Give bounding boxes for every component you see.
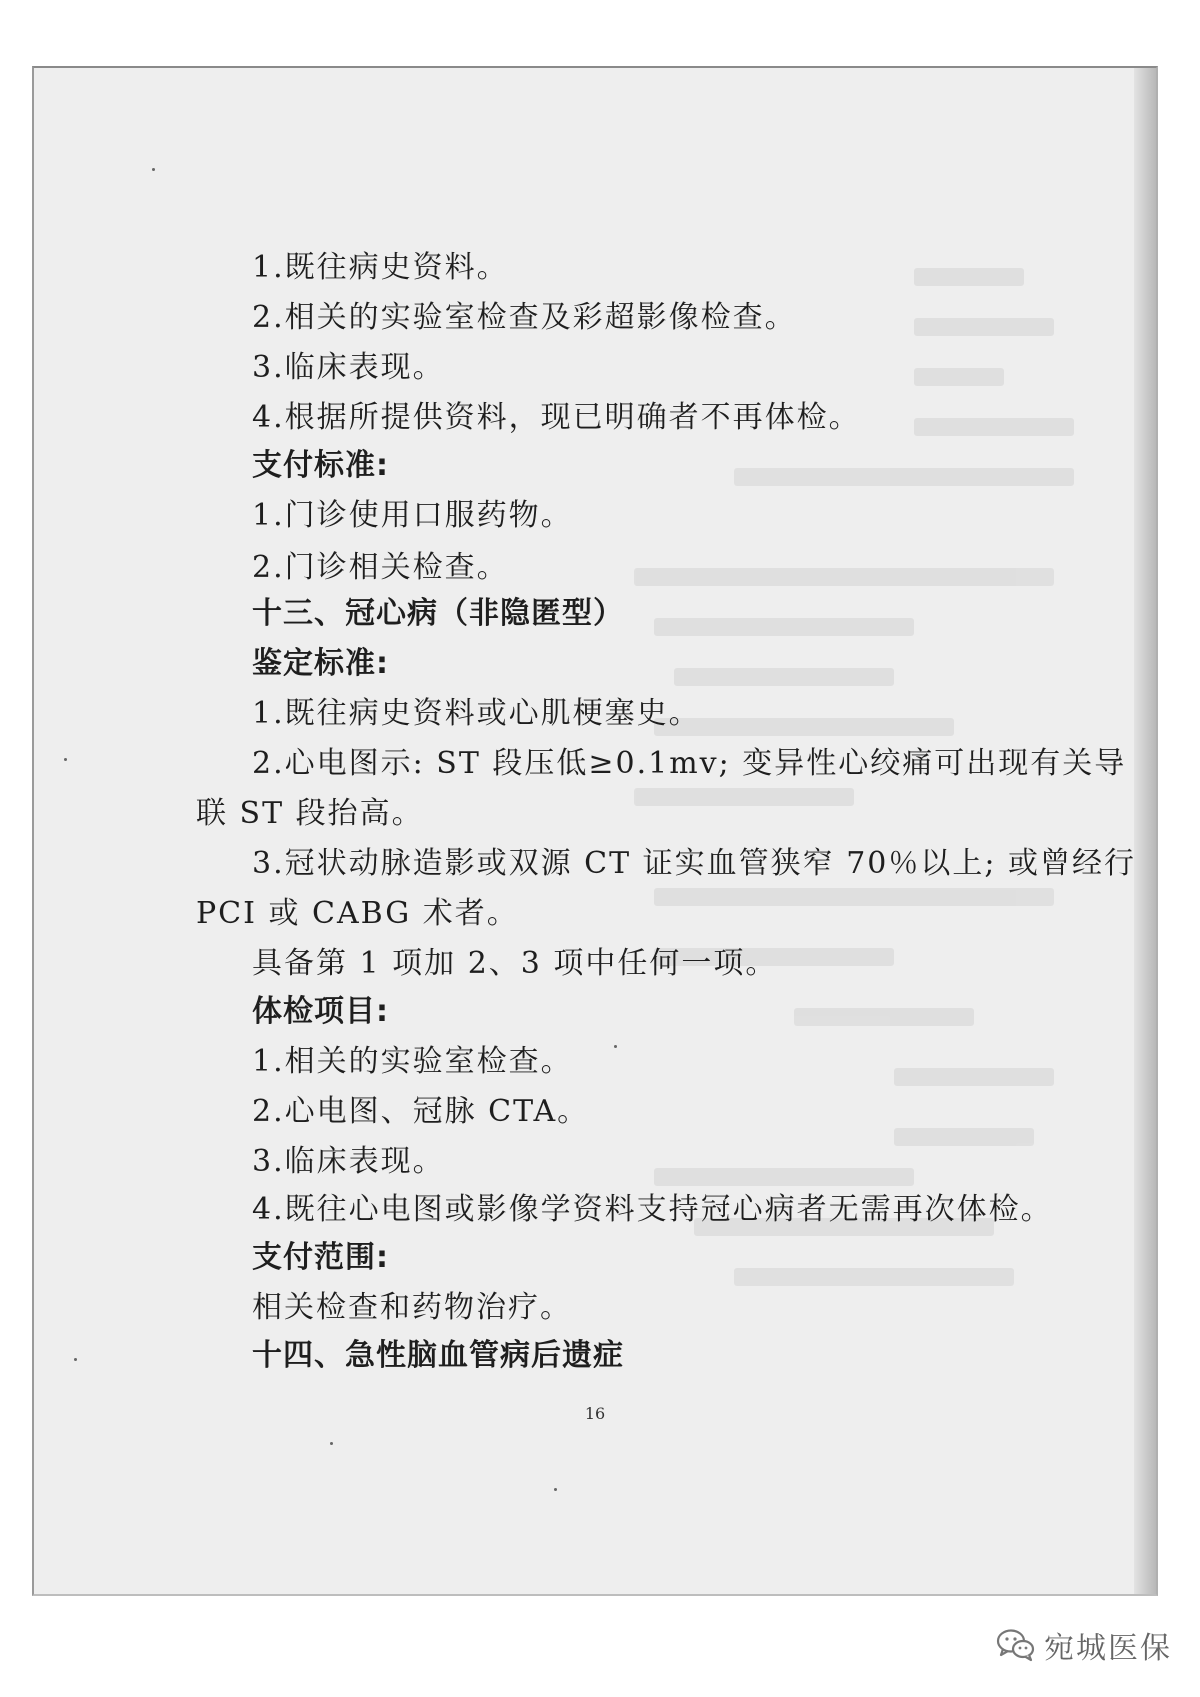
chapter-heading: 十四、急性脑血管病后遗症 <box>252 1338 624 1373</box>
text-line: 2.门诊相关检查。 <box>252 550 509 585</box>
scan-speck <box>74 1358 77 1361</box>
section-heading: 支付范围: <box>252 1240 389 1275</box>
text-line: 1.相关的实验室检查。 <box>252 1044 573 1079</box>
text-line: 4.既往心电图或影像学资料支持冠心病者无需再次体检。 <box>252 1192 1053 1227</box>
watermark-text: 宛城医保 <box>1044 1631 1172 1666</box>
chapter-heading: 十三、冠心病（非隐匿型） <box>252 596 624 631</box>
text-line: 1.门诊使用口服药物。 <box>252 498 573 533</box>
page-number: 16 <box>584 1404 606 1423</box>
wechat-icon <box>996 1628 1036 1662</box>
watermark <box>996 1625 1172 1665</box>
text-line: 具备第 1 项加 2、3 项中任何一项。 <box>252 946 778 981</box>
text-line: 2.相关的实验室检查及彩超影像检查。 <box>252 300 797 335</box>
scan-speck <box>152 168 155 171</box>
text-line: 1.既往病史资料或心肌梗塞史。 <box>252 696 701 731</box>
text-line: 3.临床表现。 <box>252 1144 445 1179</box>
section-heading: 鉴定标准: <box>252 646 389 681</box>
scanned-page <box>32 66 1158 1596</box>
text-line: 3.冠状动脉造影或双源 CT 证实血管狭窄 70％以上; 或曾经行 <box>252 846 1137 881</box>
text-line: 2.心电图示: ST 段压低≥0.1mv; 变异性心绞痛可出现有关导 <box>252 746 1127 781</box>
scan-speck <box>614 1045 617 1048</box>
section-heading: 体检项目: <box>252 994 389 1029</box>
scan-speck <box>554 1488 557 1491</box>
scan-speck <box>64 758 67 761</box>
text-line: 联 ST 段抬高。 <box>196 796 424 831</box>
document-body <box>34 68 1156 1594</box>
scan-speck <box>330 1442 333 1445</box>
text-line: 2.心电图、冠脉 CTA。 <box>252 1094 590 1129</box>
text-line: 相关检查和药物治疗。 <box>252 1290 572 1325</box>
text-line: 4.根据所提供资料，现已明确者不再体检。 <box>252 400 861 435</box>
text-line: 3.临床表现。 <box>252 350 445 385</box>
text-line: 1.既往病史资料。 <box>252 250 509 285</box>
text-line: PCI 或 CABG 术者。 <box>196 896 519 931</box>
section-heading: 支付标准: <box>252 448 389 483</box>
